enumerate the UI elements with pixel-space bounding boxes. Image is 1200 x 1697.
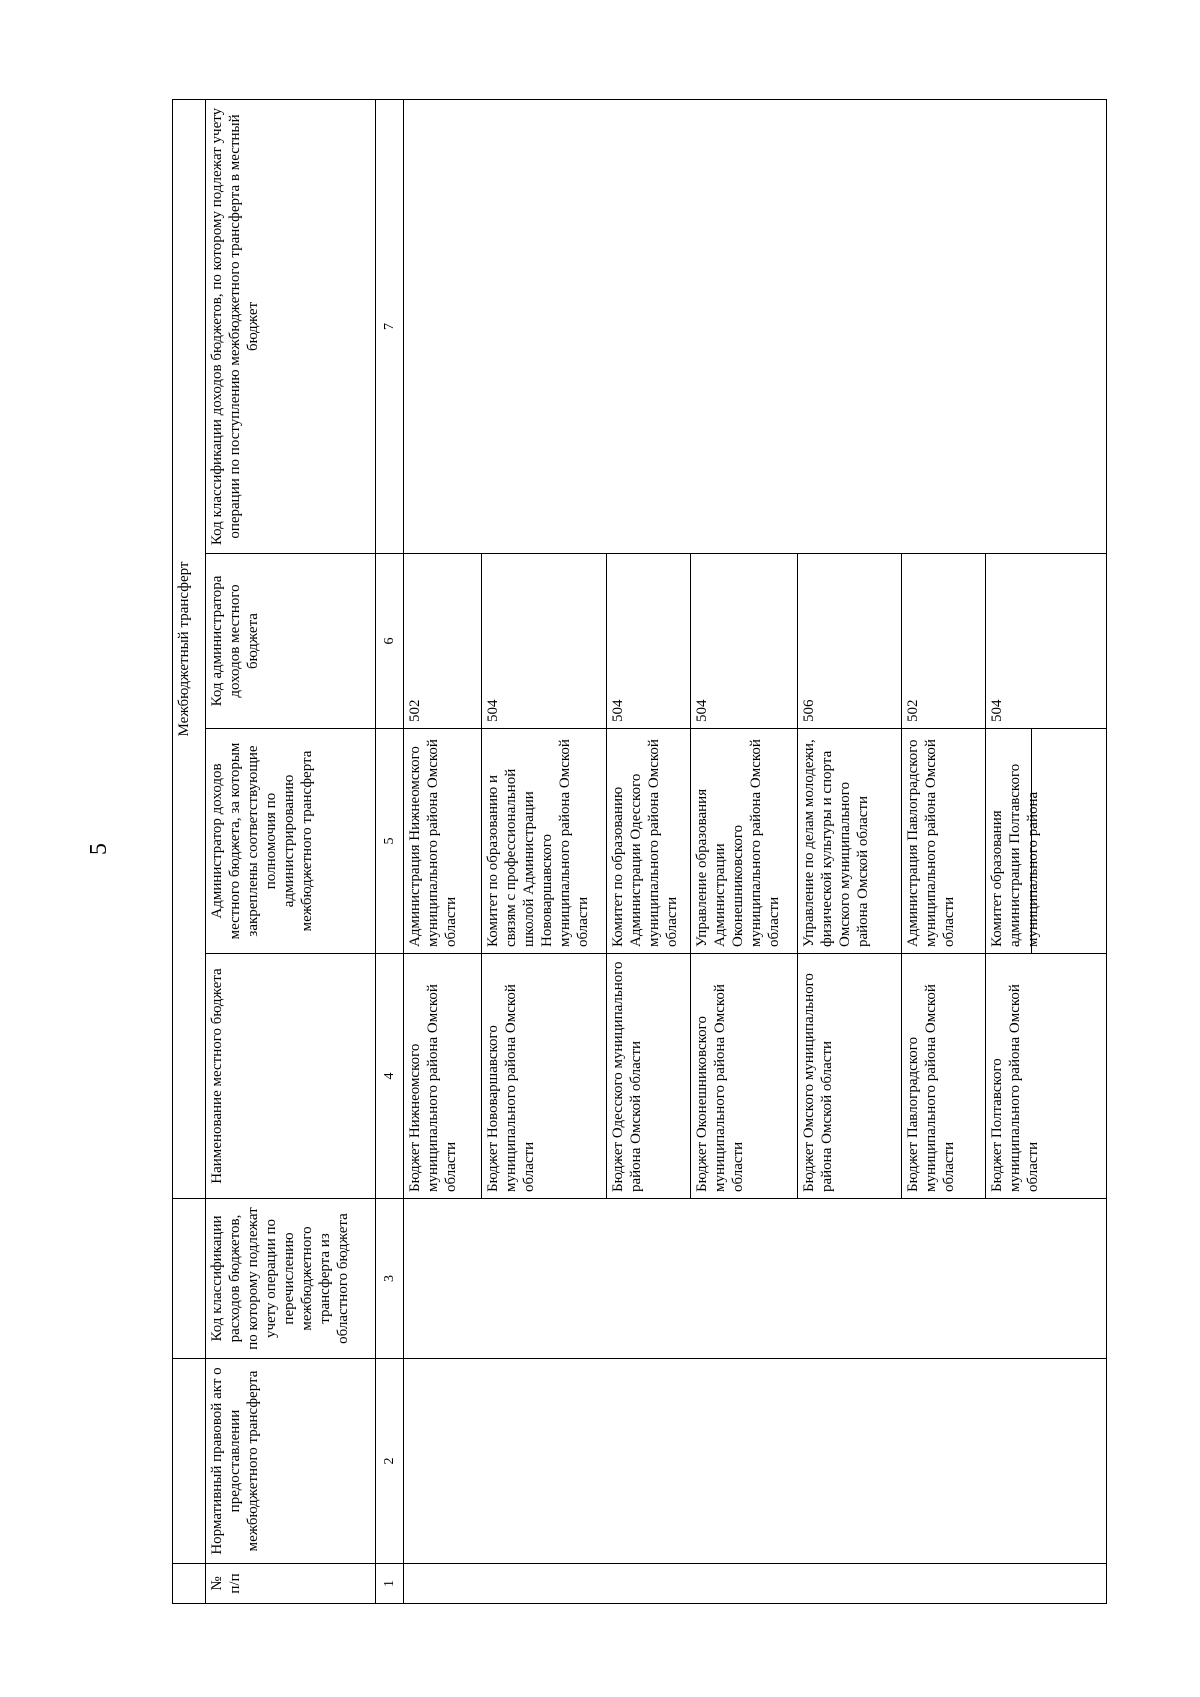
- budget-name: Бюджет Омского муниципального района Омской области: [797, 954, 901, 1198]
- group-header: Межбюджетный трансферт: [173, 100, 206, 1199]
- admin-code: 506: [797, 554, 901, 728]
- header-col-5: Администратор доходов местного бюджета, за которым закреплены соответствующие полномочия по администрированию межбюджетного трансферта: [206, 729, 376, 954]
- row-number-cell: [404, 1564, 1107, 1604]
- budget-name: Бюджет Нижнеомского муниципального района Омской области: [407, 984, 459, 1192]
- admin-code: 504: [481, 554, 606, 728]
- column-number-5: 5: [376, 729, 404, 954]
- budget-name-column: [404, 954, 1107, 1199]
- rotated-table-container: [172, 100, 1107, 1604]
- page-number: 5: [86, 843, 112, 855]
- administrator-name: Комитет по образованию Администрации Одесского муниципального района Омской области: [606, 729, 690, 953]
- budget-name: Бюджет Полтавского муниципального района Омской области: [985, 954, 1106, 1198]
- expense-code-cell: [404, 1199, 1107, 1359]
- income-code-cell: [404, 100, 1107, 554]
- header-col-1: № п/п: [206, 1564, 376, 1604]
- column-number-2: 2: [376, 1359, 404, 1564]
- budget-name: Бюджет Нововаршавского муниципального района Омской области: [481, 954, 606, 1198]
- admin-code: 502: [407, 699, 423, 722]
- budget-name: Бюджет Павлоградского муниципального района Омской области: [901, 954, 985, 1198]
- administrator-name: Администрация Павлоградского муниципального района Омской области: [901, 729, 985, 953]
- column-number-7: 7: [376, 100, 404, 554]
- budget-name: Бюджет Оконешниковского муниципального района Омской области: [690, 954, 797, 1198]
- admin-code: 502: [901, 554, 985, 728]
- legal-act-cell: [404, 1359, 1107, 1564]
- administrator-name: Комитет образования администрации Полтавского муниципального района: [985, 729, 1032, 953]
- administrator-name: Управление по делам молодежи, физической культуры и спорта Омского муниципального района Омской области: [797, 729, 901, 953]
- header-col-6: Код администратора доходов местного бюджета: [206, 554, 376, 729]
- admin-code: 504: [606, 554, 690, 728]
- column-number-3: 3: [376, 1199, 404, 1359]
- admin-code: 504: [985, 554, 1106, 728]
- column-number-4: 4: [376, 954, 404, 1199]
- administrator-name: Управление образования Администрации Оконешниковского муниципального района Омской области: [690, 729, 797, 953]
- budget-name: Бюджет Одесского муниципального района Омской области: [606, 954, 690, 1198]
- admin-code: 504: [690, 554, 797, 728]
- admin-code-column: [404, 554, 1107, 729]
- administrator-column: [404, 729, 1107, 954]
- header-col-2: Нормативный правовой акт о предоставлении межбюджетного трансферта: [206, 1359, 376, 1564]
- transfer-table: [172, 99, 1107, 1604]
- column-number-6: 6: [376, 554, 404, 729]
- column-number-1: 1: [376, 1564, 404, 1604]
- header-col-3: Код классификации расходов бюджетов, по которому подлежат учету операции по перечислению межбюджетного трансферта из областного бюджета: [206, 1199, 376, 1359]
- administrator-name: Администрация Нижнеомского муниципального района Омской области: [407, 739, 459, 947]
- administrator-name: Комитет по образованию и связям с профессиональной школой Администрации Нововаршавского муниципального района Омской области: [481, 729, 606, 953]
- header-col-4: Наименование местного бюджета: [206, 954, 376, 1199]
- header-col-7: Код классификации доходов бюджетов, по которому подлежат учету операции по поступлению межбюджетного трансферта в местный бюджет: [206, 100, 376, 554]
